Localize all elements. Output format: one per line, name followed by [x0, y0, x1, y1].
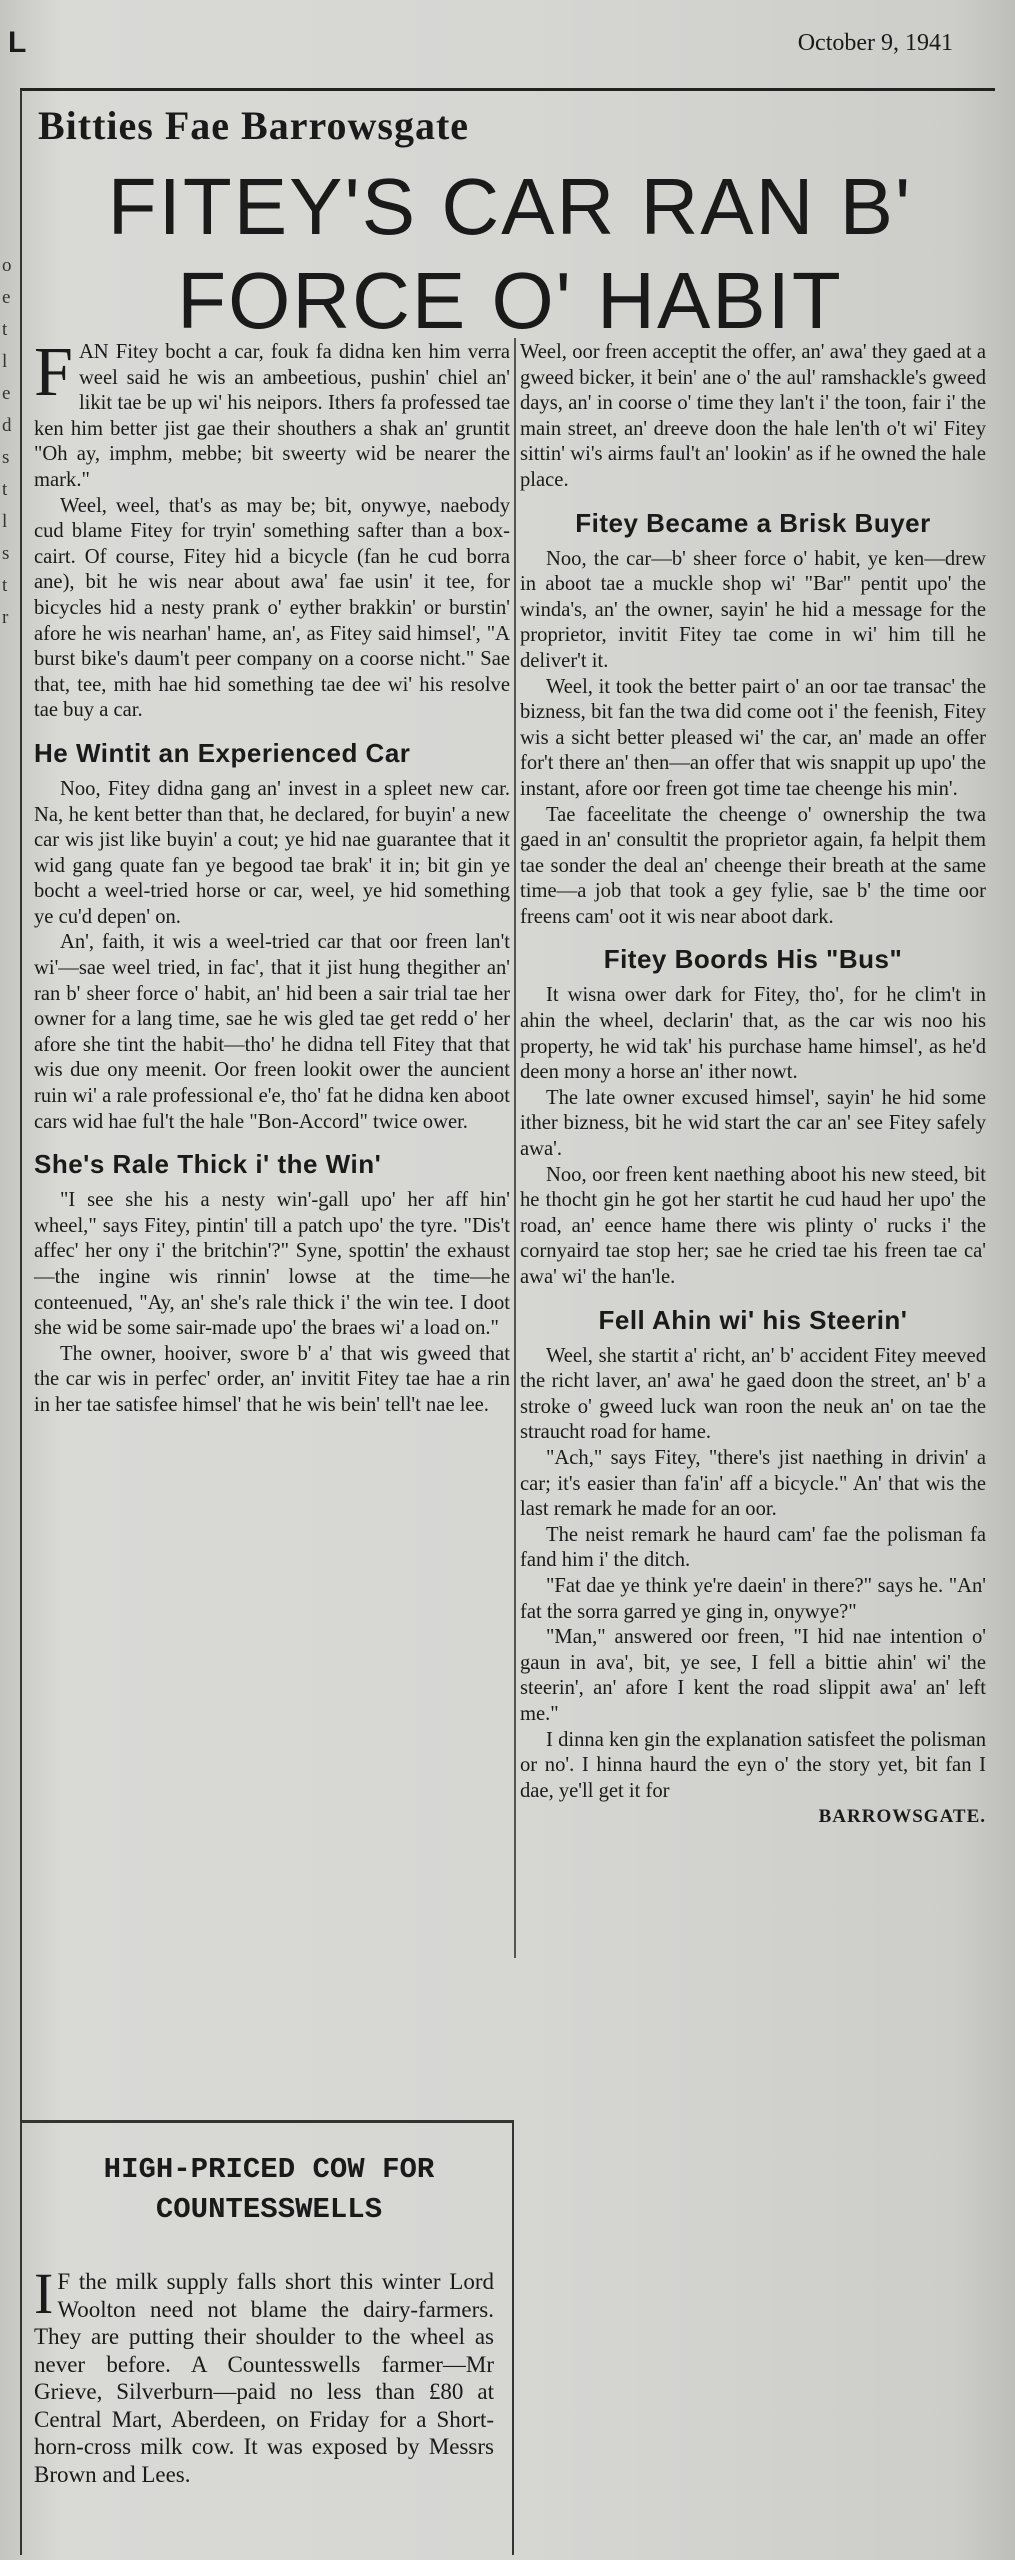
cow-story-text: [34, 2261, 494, 2488]
cow-headline-line2: COUNTESSWELLS: [155, 2193, 383, 2226]
paragraph: Noo, oor freen kent naething aboot his new steed, bit he thocht gin he got her startit he cud haud her upo' the road, an' eence hame there wis plinty o' rucks i' the cornyaird tae stop her; sae he cried tae his freen tae ca' awa' wi' the han'le.: [520, 1163, 986, 1288]
drop-cap: F: [34, 334, 73, 411]
paragraph: The owner, hooiver, swore b' a' that wis gweed that the car wis in perfec' order, an' invitit Fitey tae hae a rin in her tae satisfee himsel' that he wis bein' tell't nae lee.: [34, 1342, 510, 1416]
edge-fragment: d: [2, 415, 12, 436]
drop-cap: I: [34, 2261, 54, 2326]
paragraph: Weel, oor freen acceptit the offer, an' awa' they gaed at a gweed bicker, it bein' ane o' the aul' ramshackle's gweed days, an' in coorse o' time they lan't i' the toon, fair i' the main street, an' dreeve doon the hale len'th o't wi' Fitey sittin' wi's airms faul't an' lookin' as if he owned the hale place.: [520, 341, 986, 491]
paragraph: An', faith, it wis a weel-tried car that oor freen lan't wi'—sae weel tried, in fac', that it jist hung thegither an' ran b' sheer force o' habit, an' hid been a sair trial tae her owner for a lang time, sae he wis gled tae get redd o' her afore she tint the habit—tho' he didna tell Fitey that that wis due ony meenit. Oor freen lookit ower the auncient ruin wi' a rale professional e'e, tho' fat he didna ken aboot cars wid hae ful't the hale "Bon-Accord" twice ower.: [34, 931, 510, 1133]
paragraph: The late owner excused himsel', sayin' he hid some ither bizness, bit he wid start the car an' see Fitey safely awa'.: [520, 1086, 986, 1161]
edge-fragment: s: [2, 447, 10, 468]
running-header: [0, 22, 1015, 62]
edge-fragment: o: [2, 255, 12, 276]
edge-fragment: l: [2, 351, 8, 372]
running-letter: L: [8, 26, 27, 59]
article-kicker: Bitties Fae Barrowsgate: [38, 103, 470, 148]
article-right-column: [520, 340, 986, 1828]
edge-fragment: s: [2, 543, 10, 564]
paragraph: "Fat dae ye think ye're daein' in there?" says he. "An' fat the sorra garred ye ging in, onywye?": [520, 1574, 986, 1623]
paragraph: Weel, it took the better pairt o' an oor tae transac' the bizness, bit fan the twa did come oot i' the feenish, Fitey wis a sicht better pleased wi' the car, an' made an offer for't there an' then—an offer that wis snappit up upo' the instant, afore oor freen got time tae cheenge his min'.: [520, 675, 986, 800]
paragraph: "Ach," says Fitey, "there's jist naething in drivin' a car; it's easier than fa'in' aff a bicycle." An' that wis the last remark he made for an oor.: [520, 1446, 986, 1521]
subheading: Fitey Boords His "Bus": [603, 944, 903, 975]
article-left-column: [34, 334, 510, 1419]
paragraph: "I see she his a nesty win'-gall upo' her aff hin' wheel," says Fitey, pintin' till a patch upo' the tyre. "Dis't affec' her ony i' the britchin'?" Syne, spottin' the exhaust—the ingine wis rinnin' lowse at the time—he conteenued, "Ay, an' she's rale thick i' the win tee. I doot she wid be some sair-made upo' the braes wi' a load on.": [34, 1189, 510, 1340]
paragraph: The neist remark he haurd cam' fae the polisman fa fand him i' the ditch.: [520, 1523, 986, 1572]
column-divider: [514, 338, 516, 1958]
article-headline-line2: FORCE O' HABIT: [177, 256, 843, 345]
paragraph: Weel, she startit a' richt, an' b' accident Fitey meeved the richt laver, an' awa' he gaed doon the street, an' b' a stroke o' gweed luck wan roon the neuk an' on tae the straucht road for hame.: [520, 1344, 986, 1444]
paragraph: "Man," answered oor freen, "I hid nae intention o' gaun in ava', bit, ye see, I fell a bittie ahin' wi' the steerin', an' afore I kent the road slippit awa' an' left me.": [520, 1626, 986, 1725]
edge-fragment: t: [2, 479, 8, 500]
edge-fragment: t: [2, 575, 8, 596]
subheading: Fell Ahin wi' his Steerin': [598, 1304, 908, 1335]
subheading: He Wintit an Experienced Car: [34, 737, 411, 768]
edge-fragment: l: [2, 511, 8, 532]
paragraph-text: AN Fitey bocht a car, fouk fa didna ken him verra weel said he wis an ambeetious, pushin' chiel an' likit tae be up wi' his neipors. Ithers fa professed tae ken him better jist gae their shouthers a shak an' gruntit "Oh ay, imphm, mebbe; bit sweerty wid be nearer the mark.": [34, 341, 510, 491]
edge-fragment: e: [2, 383, 11, 404]
cow-story-headline: [26, 2150, 512, 2230]
cow-story-body: F the milk supply falls short this winter Lord Woolton need not blame the dairy-farmers. They are putting their shoulder to the wheel as never before. A Countesswells farmer—Mr Grieve, Silverburn—paid no less than £80 at Central Mart, Aberdeen, on Friday for a Short-horn-cross milk cow. It was exposed by Messrs Brown and Lees.: [34, 2269, 494, 2487]
paragraph: Noo, the car—b' sheer force o' habit, ye ken—drew in aboot tae a muckle shop wi' "Bar" pentit upo' the winda's, an' the owner, sayin' he hid a message for the proprietor, invitit Fitey tae come in wi' him till he deliver't it.: [520, 547, 986, 672]
cow-headline-line1: HIGH-PRICED COW FOR: [103, 2153, 435, 2186]
paragraph: Noo, Fitey didna gang an' invest in a spleet new car. Na, he kent better than that, he declared, for buyin' a new car wis jist like buyin' a cout; ye hid nae guarantee that it wid gang quate fan ye begood tae brak' it in; bit gin ye bocht a weel-tried horse or car, weel, ye hid something ye cu'd depen' on.: [34, 777, 510, 928]
edge-fragment: r: [2, 607, 9, 628]
paragraph: I dinna ken gin the explanation satisfeet the polisman or no'. I hinna haurd the eyn o' the story yet, bit fan I dae, ye'll get it for: [520, 1728, 986, 1802]
article-headline-line1: FITEY'S CAR RAN B': [107, 162, 913, 251]
edge-fragment: e: [2, 287, 11, 308]
paragraph: It wisna ower dark for Fitey, tho', for he clim't in ahin the wheel, declarin' that, as the car wis noo his property, he wid tak' his purchase hame himsel', as he'd deen mony a horse an' ither nowt.: [520, 984, 986, 1084]
paragraph: Tae faceelitate the cheenge o' ownership the twa gaed in an' consultit the proprietor again, fa helpit them tae sonder the deal an' cheenge their breath at the same time—a job that took a gey fylie, sae b' the time oor freens cam' oot it wis near aboot dark.: [520, 803, 986, 928]
author-signature: BARROWSGATE.: [818, 1806, 986, 1828]
subheading: She's Rale Thick i' the Win': [34, 1149, 382, 1180]
subheading: Fitey Became a Brisk Buyer: [575, 507, 931, 538]
left-edge-fragments: [2, 250, 16, 634]
edge-fragment: t: [2, 319, 8, 340]
issue-date: October 9, 1941: [797, 30, 953, 56]
paragraph: Weel, weel, that's as may be; bit, onywye, naebody cud blame Fitey for tryin' something safter than a box-cairt. Of course, Fitey hid a bicycle (fan he cud borra ane), bit he wis near about awa' fae usin' it tee, for bicycles hid a nesty prank o' eyther brakkin' or burstin' afore he wis nearhan' hame, an', as Fitey said himsel', "A burst bike's daum't peer company on a coorse nicht." Sae that, tee, mith hae hid something tae dee wi' his resolve tae buy a car.: [34, 494, 510, 722]
paragraph: [34, 334, 510, 494]
